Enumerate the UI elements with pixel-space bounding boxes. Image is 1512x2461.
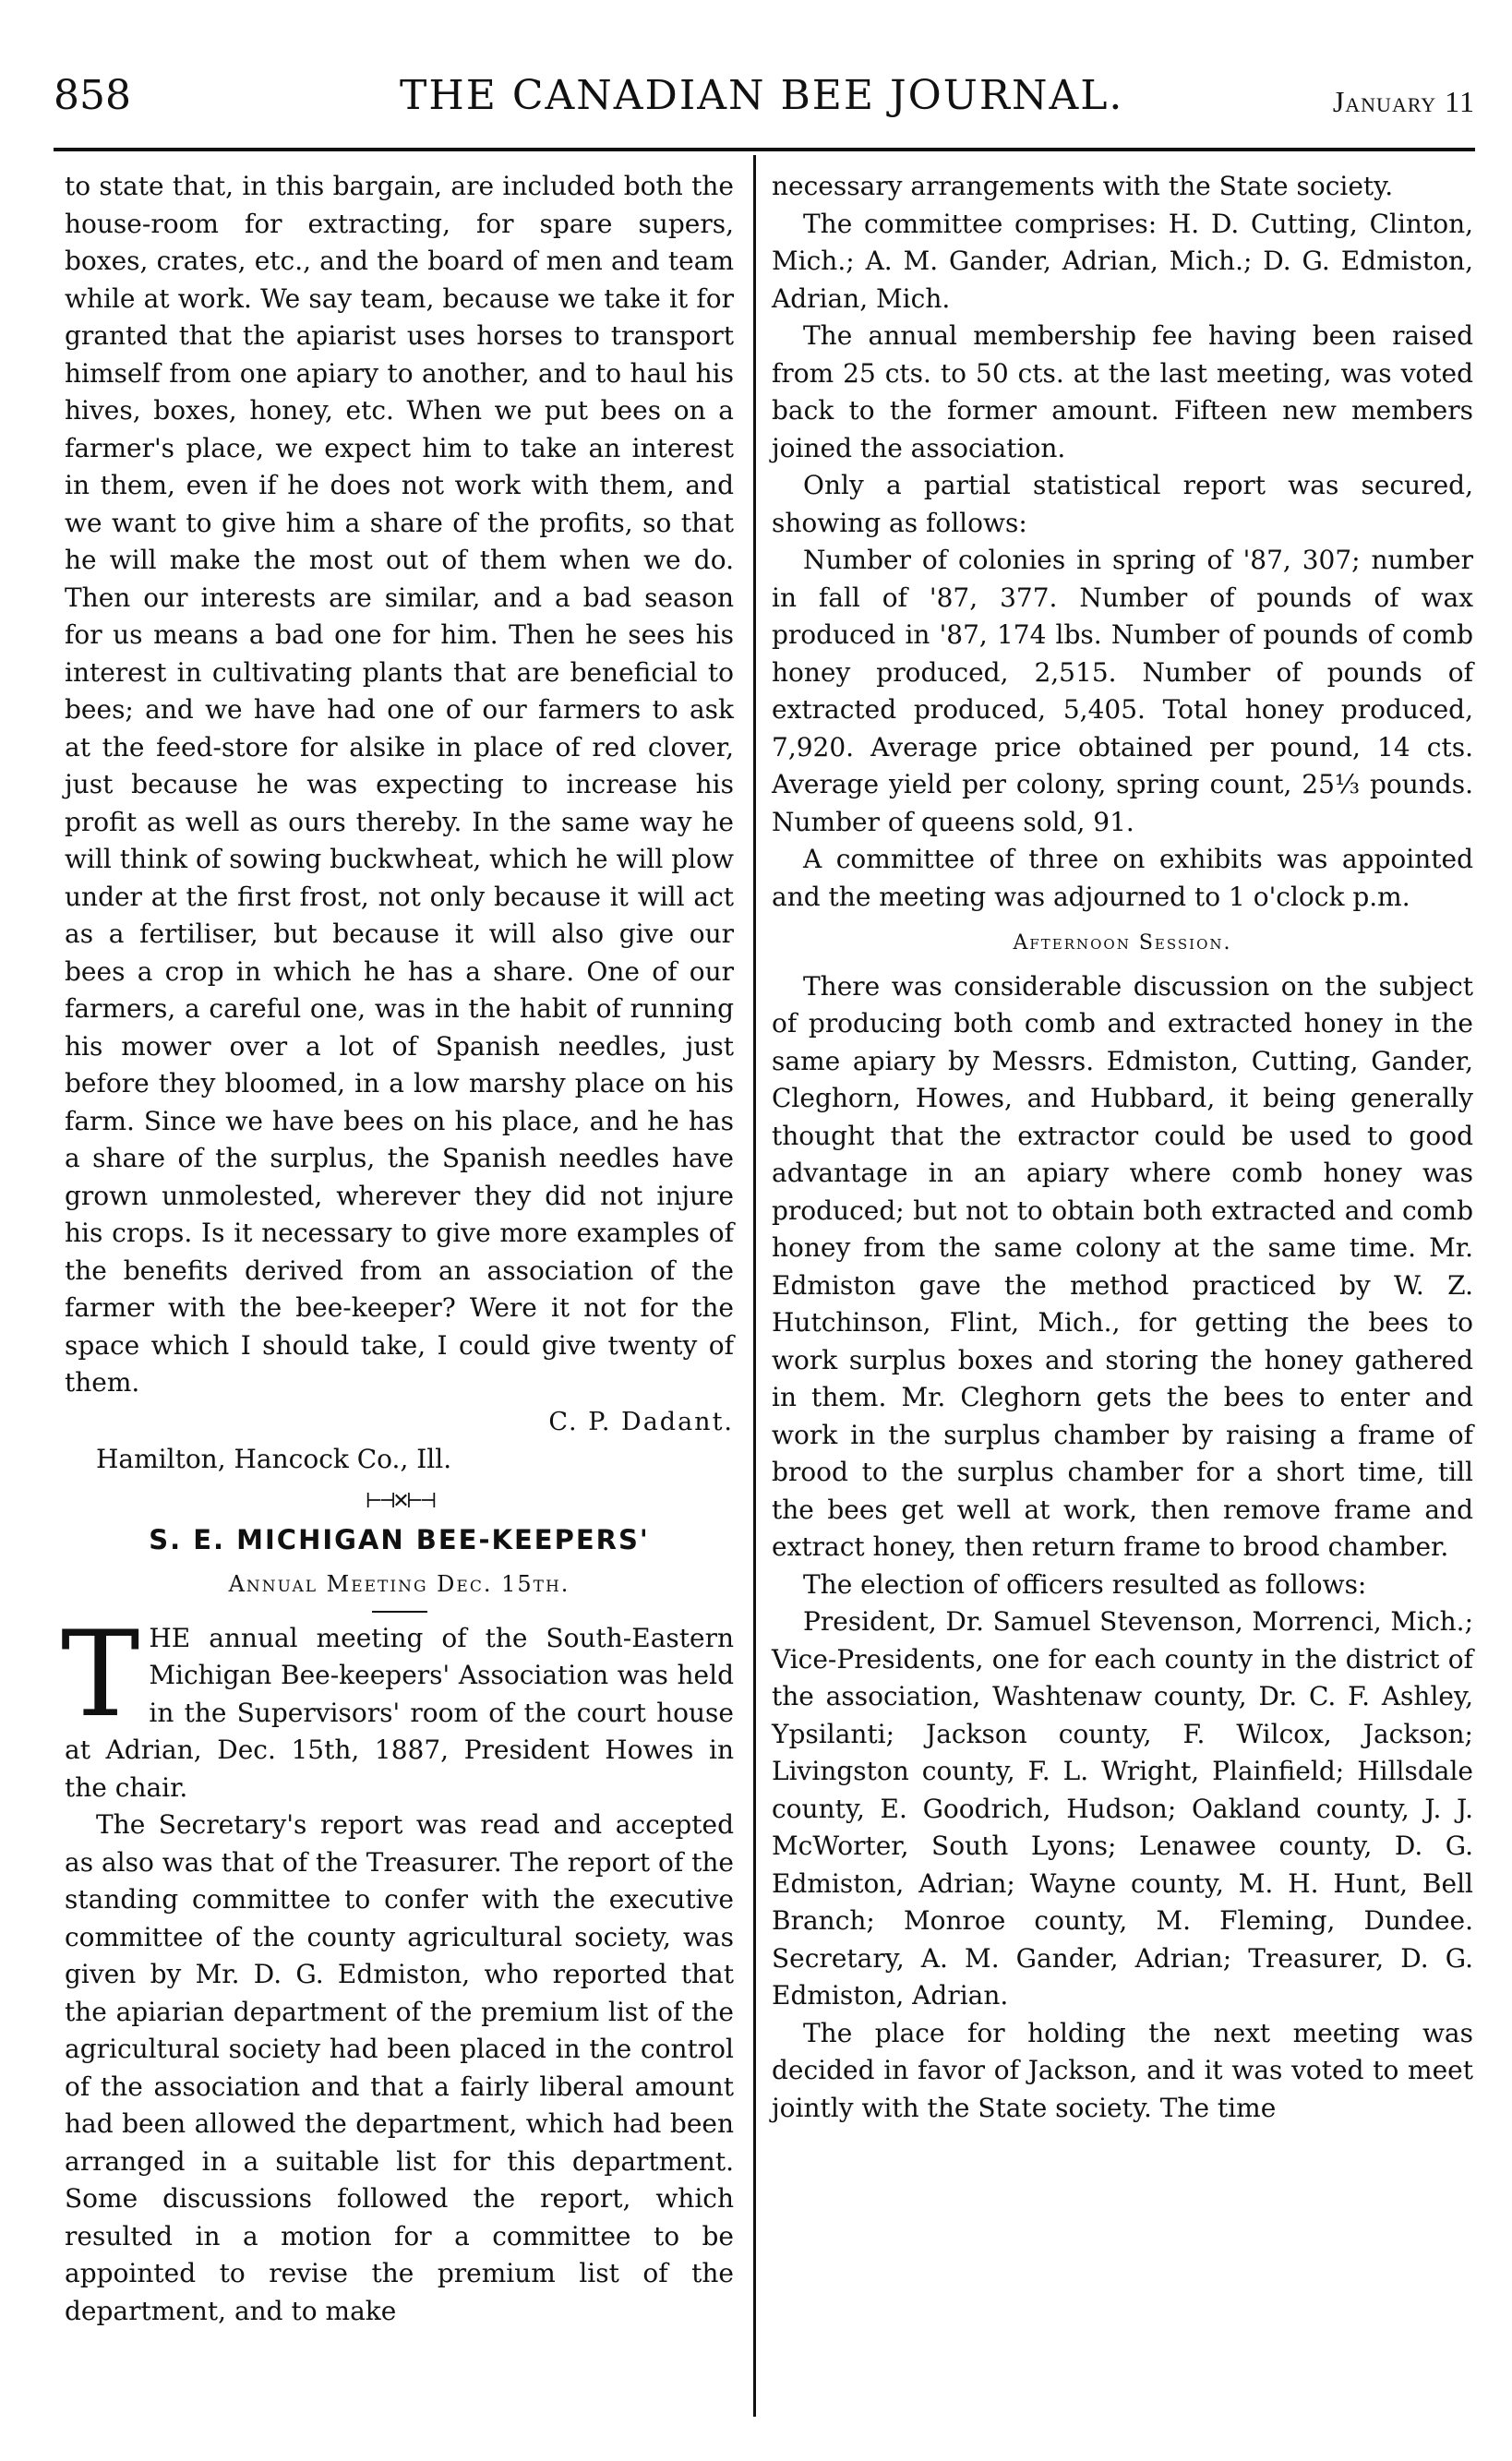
discussion-paragraph: There was considerable discussion on the subject of producing both comb and extracted honey in the same apiary by Messrs. Edmiston, Cutting, Gander, Cleghorn, Howes, and Hubbard, it being generally thought that the extractor could be used to good advantage in an apiary where comb honey was produced; but not to obtain both extracted and comb honey from the same colony at the same time. Mr. Edmiston gave the method practiced by W. Z. Hutchinson, Flint, Mich., for getting the bees to work surplus boxes and storing the honey gathered in them. Mr. Cleghorn gets the bees to enter and work in the surplus chamber by raising a frame of brood to the surplus chamber for a short time, till the bees get well at work, then remove frame and extract honey, then return frame to brood chamber. [772,970,1473,1562]
continuation-paragraph: to state that, in this bargain, are included both the house-room for extracting, for spare supers, boxes, crates, etc., and the board of men and team while at work. We say team, because we take it for granted that the apiarist uses horses to transport himself from one apiary to another, and to haul his hives, boxes, honey, etc. When we put bees on a farmer's place, we expect him to take an interest in them, even if he does not work with them, and we want to give him a share of the profits, so that he will make the most out of them when we do. Then our interests are similar, and a bad season for us means a bad one for him. Then he sees his interest in cultivating plants that are beneficial to bees; and we have had one of our farmers to ask at the feed-store for alsike in place of red clover, just because he was expecting to increase his profit as well as ours thereby. In the same way he will think of sowing buckwheat, which he will plow under at the first frost, not only because it will act as a fertiliser, but because it will also give our bees a crop in which he has a share. One of our farmers, a careful one, was in the habit of running his mower over a lot of Spanish needles, just before they bloomed, in a low marshy place on his farm. Since we have bees on his place, and he has a share of the surplus, the Spanish needles have grown unmolested, wherever they did not injure his crops. Is it necessary to give more examples of the benefits derived from an association of the farmer with the bee-keeper? Were it not for the space which I should take, I could give twenty of them. [65,171,734,1398]
opening-paragraph [61,1605,734,1807]
section-ornament: ⊢⊣✕⊢⊣ [365,1489,434,1513]
issue-date: January 11 [1332,85,1475,118]
continuation-line: necessary arrangements with the State society. [772,171,1394,201]
afternoon-session-heading: Afternoon Session. [1013,931,1232,954]
signature-place: Hamilton, Hancock Co., Ill. [96,1444,452,1474]
next-meeting-paragraph: The place for holding the next meeting was decided in favor of Jackson, and it was voted to meet jointly with the State society. The time [772,2017,1473,2123]
short-rule [372,1611,427,1613]
journal-title: THE CANADIAN BEE JOURNAL. [400,72,1124,119]
signature-name: C. P. Dadant. [548,1407,734,1436]
fee-paragraph: The annual membership fee having been raised from 25 cts. to 50 cts. at the last meeting, was voted back to the former amount. Fifteen new members joined the association. [772,320,1473,463]
secretary-paragraph: The Secretary's report was read and accepted as also was that of the Treasurer. The report of the standing committee to confer with the executive committee of the county agricultural society, was given by Mr. D. G. Edmiston, who reported that the apiarian department of the premium list of the agricultural society had been placed in the control of the association and that a fairly liberal amount had been allowed the department, which had been arranged in a suitable list for this department. Some discussions followed the report, which resulted in a motion for a committee to be appointed to revise the premium list of the department, and to make [65,1809,734,2326]
statistics-intro: Only a partial statistical report was secured, showing as follows: [772,470,1473,538]
opening-paragraph-text: HE annual meeting of the South-Eastern Michigan Bee-keepers' Association was held in the Supervisors' room of the court house at Adrian, Dec. 15th, 1887, President Howes in the chair. [65,1622,734,1803]
right-column [772,168,1473,2127]
dropcap-letter: T [61,1605,140,1744]
section-subtitle: Annual Meeting Dec. 15th. [228,1571,570,1597]
left-column [61,168,734,2330]
election-intro: The election of officers resulted as follows: [803,1568,1367,1600]
column-divider [753,155,756,2417]
header-rule [54,148,1475,151]
officers-paragraph: President, Dr. Samuel Stevenson, Morrenci, Mich.; Vice-Presidents, one for each county in the district of the association, Washtenaw county, Dr. C. F. Ashley, Ypsilanti; Jackson county, F. Wilcox, Jackson; Livingston county, F. L. Wright, Plainfield; Hillsdale county, E. Goodrich, Hudson; Oakland county, J. J. McWorter, South Lyons; Lenawee county, D. G. Edmiston, Adrian; Wayne county, M. H. Hunt, Bell Branch; Monroe county, M. Fleming, Dundee. Secretary, A. M. Gander, Adrian; Treasurer, D. G. Edmiston, Adrian. [772,1606,1473,2011]
section-title: S. E. MICHIGAN BEE-KEEPERS' [149,1523,650,1555]
page-header [54,72,1475,146]
exhibits-paragraph: A committee of three on exhibits was appointed and the meeting was adjourned to 1 o'clock p.m. [772,844,1473,912]
page-number: 858 [54,72,131,119]
statistics-paragraph: Number of colonies in spring of '87, 307; number in fall of '87, 377. Number of pounds of wax produced in '87, 174 lbs. Number of pounds of comb honey produced, 2,515. Number of pounds of extracted produced, 5,405. Total honey produced, 7,920. Average price obtained per pound, 14 cts. Average yield per colony, spring count, 25⅓ pounds. Number of queens sold, 91. [772,545,1473,837]
committee-paragraph: The committee comprises: H. D. Cutting, Clinton, Mich.; A. M. Gander, Adrian, Mich.; D. G. Edmiston, Adrian, Mich. [772,208,1473,314]
